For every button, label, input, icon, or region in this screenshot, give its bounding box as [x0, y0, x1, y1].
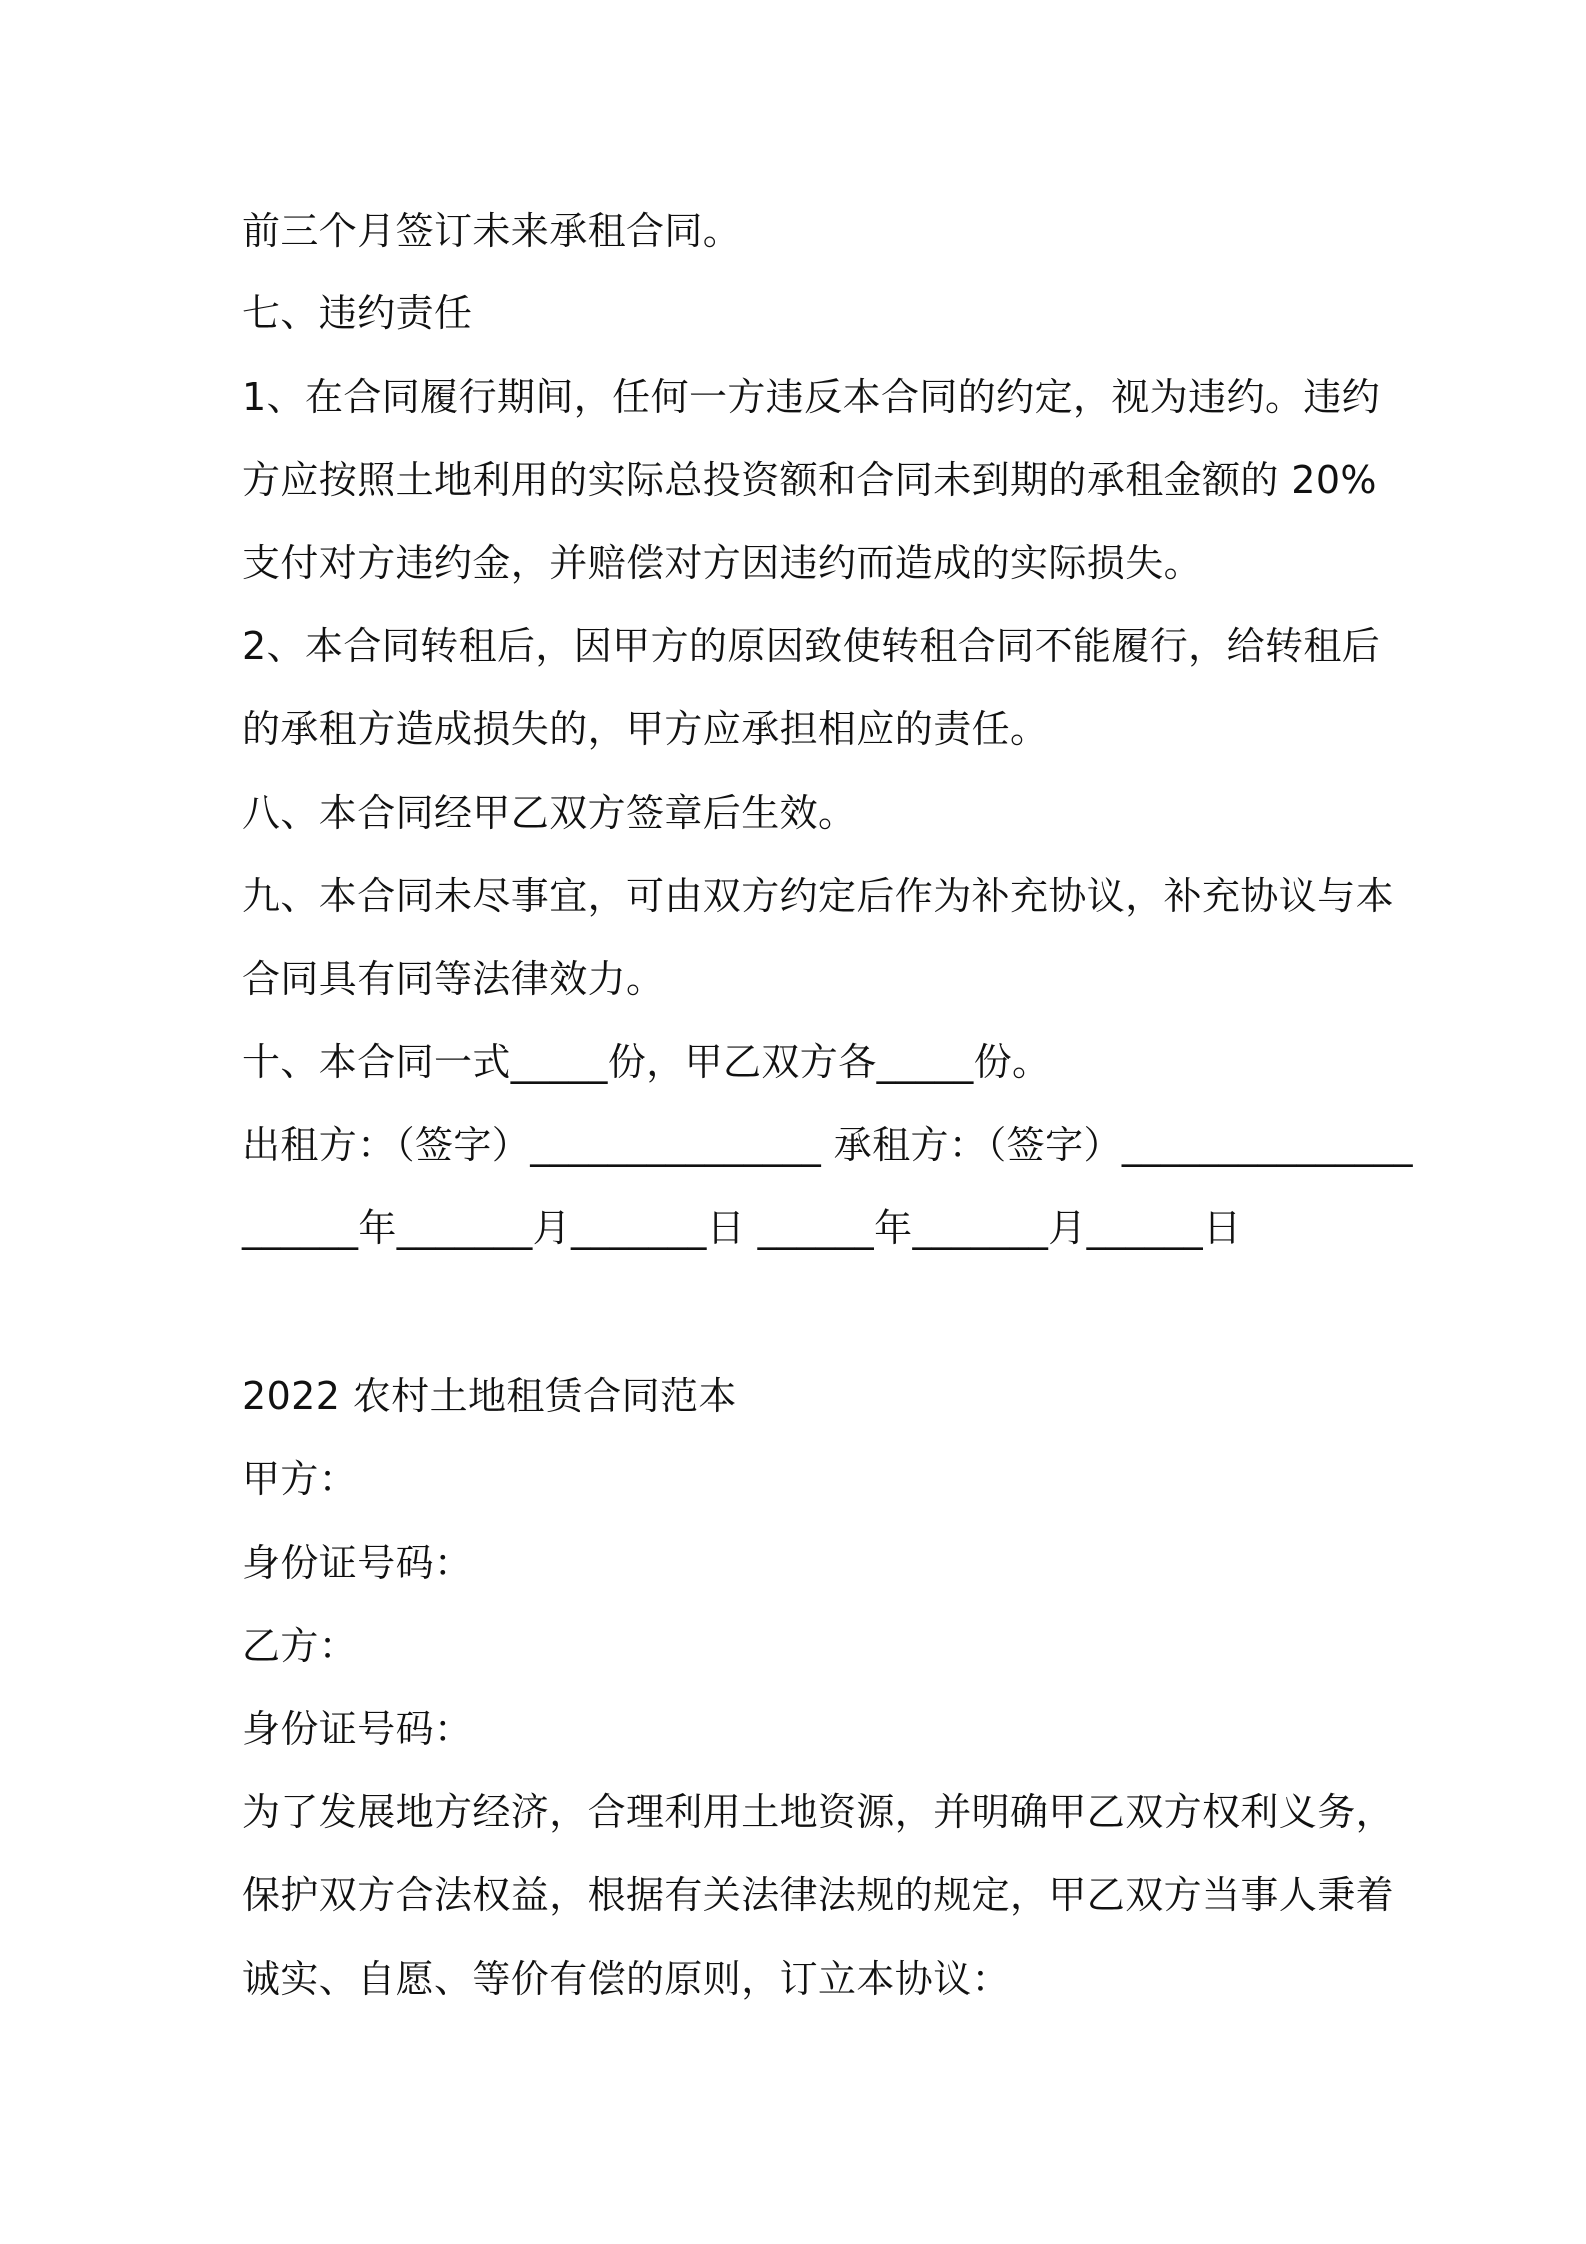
clause-eight: 八、本合同经甲乙双方签章后生效。	[242, 791, 857, 835]
text-line: 支付对方违约金，并赔偿对方因违约而造成的实际损失。	[242, 541, 1203, 585]
text-line: 2、本合同转租后，因甲方的原因致使转租合同不能履行，给转租后	[242, 624, 1381, 668]
signature-line: 出租方：（签字）_______________ 承租方：（签字）_______________	[242, 1123, 1413, 1167]
party-a-label: 甲方：	[242, 1457, 358, 1501]
text-line: 保护双方合法权益，根据有关法律法规的规定，甲乙双方当事人秉着	[242, 1873, 1395, 1917]
party-b-label: 乙方：	[242, 1624, 358, 1668]
text-line: 方应按照土地利用的实际总投资额和合同未到期的承租金额的 20%	[242, 458, 1377, 502]
text-line: 的承租方造成损失的，甲方应承担相应的责任。	[242, 707, 1049, 751]
party-a-id-label: 身份证号码：	[242, 1541, 473, 1585]
party-b-id-label: 身份证号码：	[242, 1707, 473, 1751]
text-line: 为了发展地方经济，合理利用土地资源，并明确甲乙双方权利义务，	[242, 1790, 1395, 1834]
date-line: ______年_______月_______日 ______年_______月______日	[242, 1206, 1242, 1250]
text-line: 合同具有同等法律效力。	[242, 957, 665, 1001]
section-heading-breach: 七、违约责任	[242, 291, 473, 335]
text-line: 诚实、自愿、等价有偿的原则，订立本协议：	[242, 1957, 1011, 2001]
clause-nine: 九、本合同未尽事宜，可由双方约定后作为补充协议，补充协议与本	[242, 874, 1395, 918]
text-line: 前三个月签订未来承租合同。	[242, 209, 742, 253]
text-line: 1、在合同履行期间，任何一方违反本合同的约定，视为违约。违约	[242, 375, 1381, 419]
clause-ten: 十、本合同一式_____份，甲乙双方各_____份。	[242, 1040, 1051, 1084]
contract-title: 2022 农村土地租赁合同范本	[242, 1374, 737, 1418]
